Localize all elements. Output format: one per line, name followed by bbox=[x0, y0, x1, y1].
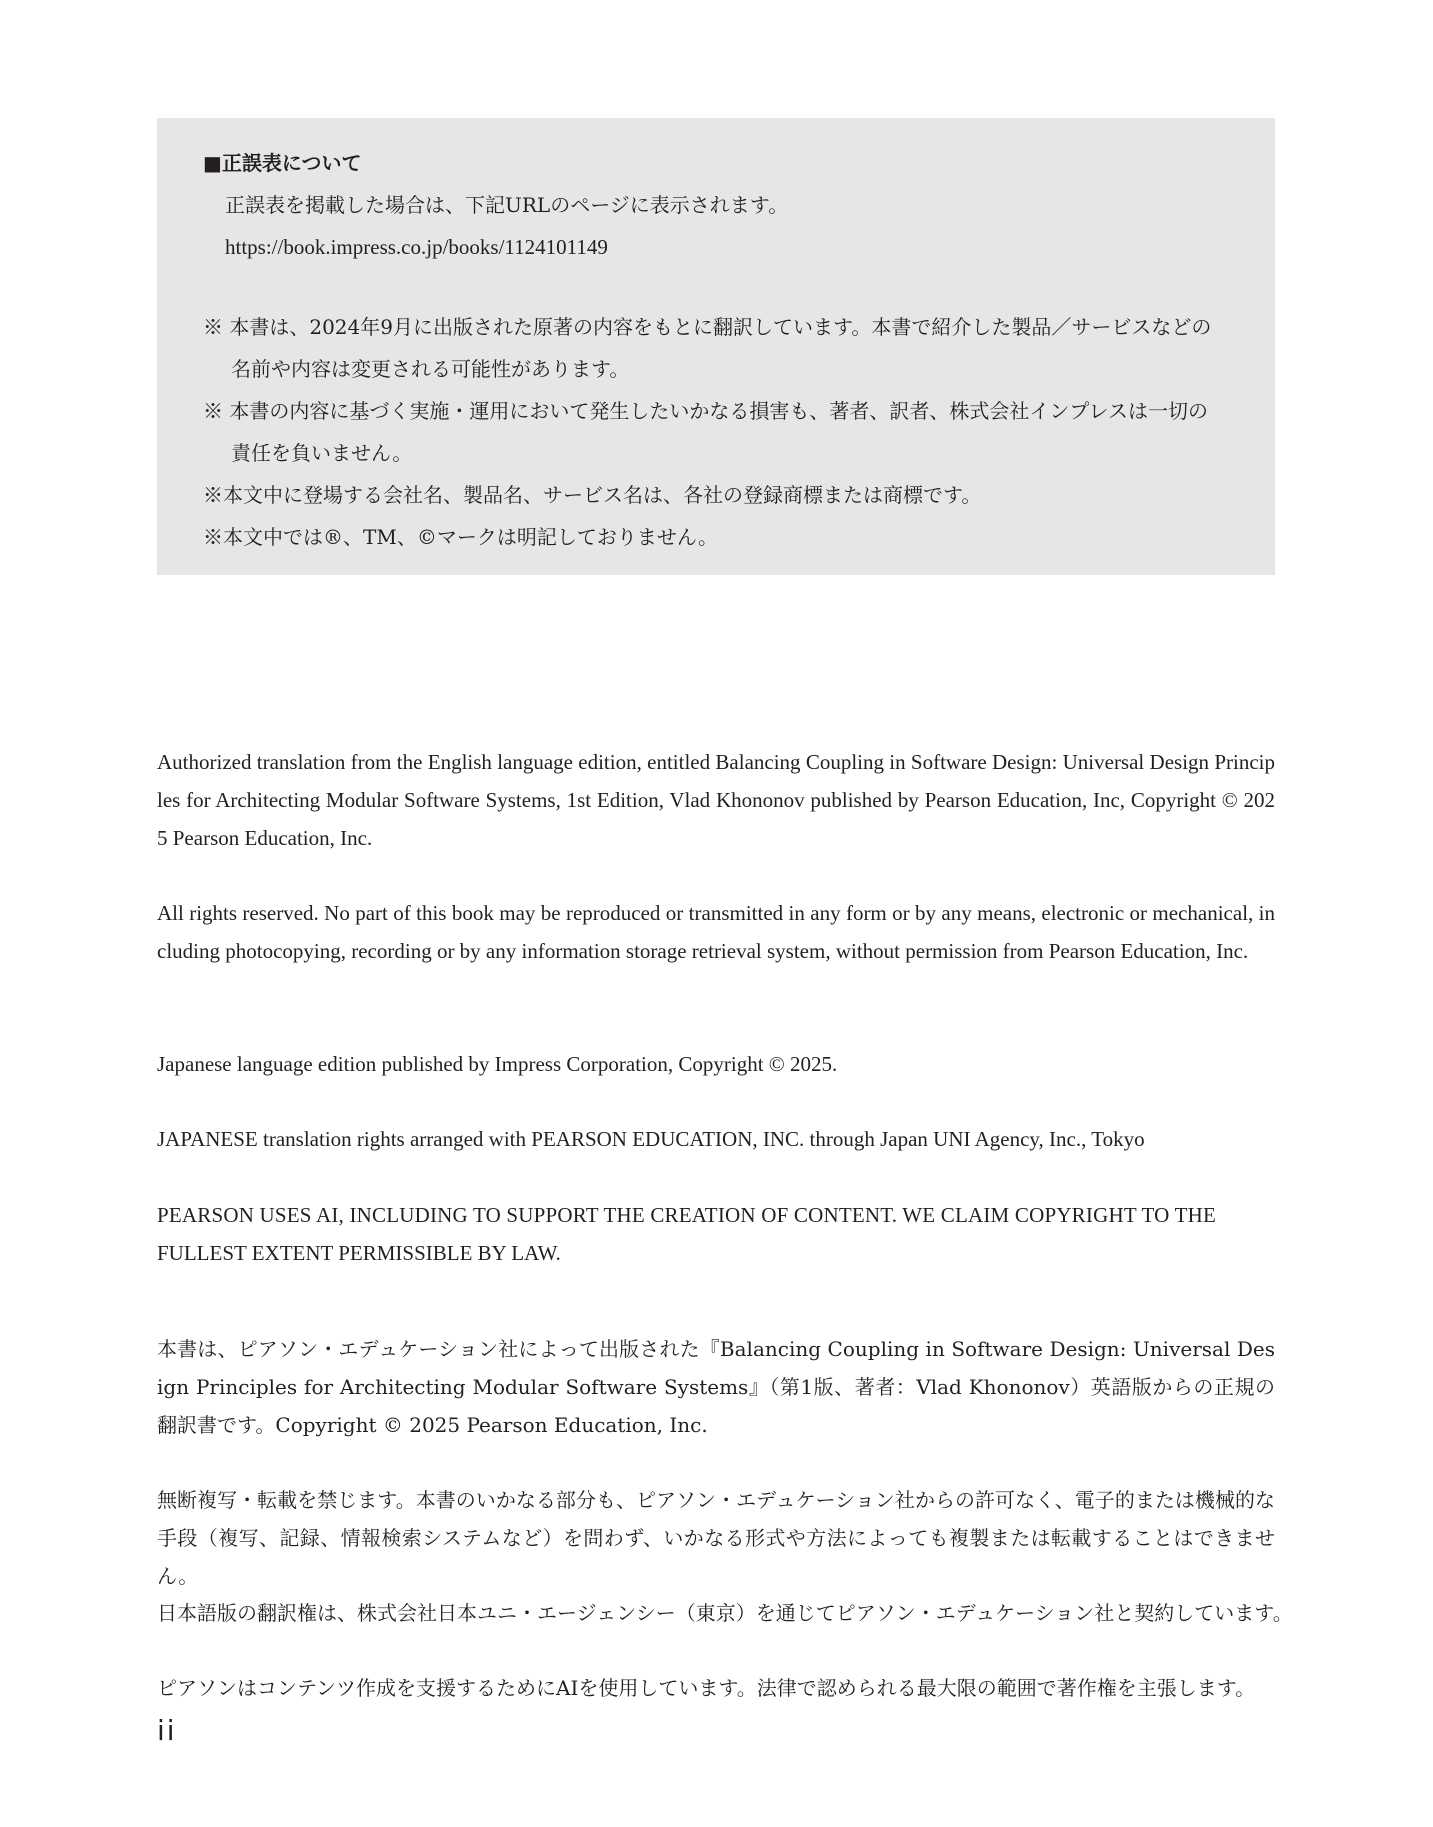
errata-heading: ■正誤表について bbox=[203, 151, 362, 175]
english-japanese-edition-section bbox=[157, 1045, 1275, 1083]
errata-url[interactable]: https://book.impress.co.jp/books/1124101149 bbox=[225, 235, 608, 259]
japanese-translation-rights: 日本語版の翻訳権は、株式会社日本ユニ・エージェンシー（東京）を通じてピアソン・エデュケーション社と契約しています。 bbox=[157, 1601, 1293, 1625]
english-rights-section bbox=[157, 894, 1275, 970]
english-ai-notice-section bbox=[157, 1196, 1275, 1272]
english-copyright-section bbox=[157, 743, 1275, 857]
note-3: ※本文中に登場する会社名、製品名、サービス名は、各社の登録商標または商標です。 bbox=[203, 483, 982, 507]
errata-description: 正誤表を掲載した場合は、下記URLのページに表示されます。 bbox=[225, 193, 789, 217]
english-translation-rights-section bbox=[157, 1120, 1275, 1158]
japanese-rights-reserved: 無断複写・転載を禁じます。本書のいかなる部分も、ピアソン・エデュケーション社からの許可なく、電子的または機械的な手段（複写、記録、情報検索システムなど）を問わず、いかなる形式や方法によっても複製または転載することはできません。 bbox=[157, 1488, 1275, 1588]
note-2-line-2: 責任を負いません。 bbox=[231, 441, 413, 465]
errata-notes bbox=[203, 306, 1275, 558]
japanese-translation-notice: 本書は、ピアソン・エデュケーション社によって出版された『Balancing Coupling in Software Design: Universal Design Principles for Architecting Modular Software Systems』（第1版、著者：Vlad Khononov）英語版からの正規の翻訳書です。Copyright © 2025 Pearson Education, Inc. bbox=[157, 1337, 1275, 1437]
english-japanese-edition: Japanese language edition published by Impress Corporation, Copyright © 2025. bbox=[157, 1052, 838, 1076]
japanese-ai-notice: ピアソンはコンテンツ作成を支援するためにAIを使用しています。法律で認められる最大限の範囲で著作権を主張します。 bbox=[157, 1676, 1256, 1700]
japanese-ai-notice-section bbox=[157, 1669, 1275, 1707]
page-number: ii bbox=[157, 1714, 177, 1747]
english-translation-notice: Authorized translation from the English language edition, entitled Balancing Coupling in Software Design: Universal Design Principles for Architecting Modular Software Systems, 1st Edition, Vlad Khononov published by Pearson Education, Inc, Copyright © 2025 Pearson Education, Inc. bbox=[157, 750, 1275, 850]
english-ai-notice-line-1: PEARSON USES AI, INCLUDING TO SUPPORT THE CREATION OF CONTENT. WE CLAIM COPYRIGHT TO THE bbox=[157, 1203, 1217, 1227]
note-2-line-1: ※ 本書の内容に基づく実施・運用において発生したいかなる損害も、著者、訳者、株式会社インプレスは一切の bbox=[203, 399, 1208, 423]
errata-box bbox=[157, 118, 1275, 575]
note-4: ※本文中では®、TM、©マークは明記しておりません。 bbox=[203, 525, 719, 549]
english-rights-reserved: All rights reserved. No part of this book may be reproduced or transmitted in any form or by any means, electronic or mechanical, including photocopying, recording or by any information storage retrieval system, without permission from Pearson Education, Inc. bbox=[157, 901, 1275, 963]
english-translation-rights: JAPANESE translation rights arranged with PEARSON EDUCATION, INC. through Japan UNI Agency, Inc., Tokyo bbox=[157, 1127, 1145, 1151]
japanese-translation-notice-section bbox=[157, 1330, 1275, 1444]
japanese-rights-section bbox=[157, 1481, 1275, 1595]
note-1-line-2: 名前や内容は変更される可能性があります。 bbox=[231, 357, 630, 381]
english-ai-notice-line-2: FULLEST EXTENT PERMISSIBLE BY LAW. bbox=[157, 1241, 561, 1265]
japanese-translation-rights-section bbox=[157, 1594, 1293, 1632]
note-1-line-1: ※ 本書は、2024年9月に出版された原著の内容をもとに翻訳しています。本書で紹介した製品／サービスなどの bbox=[203, 315, 1212, 339]
